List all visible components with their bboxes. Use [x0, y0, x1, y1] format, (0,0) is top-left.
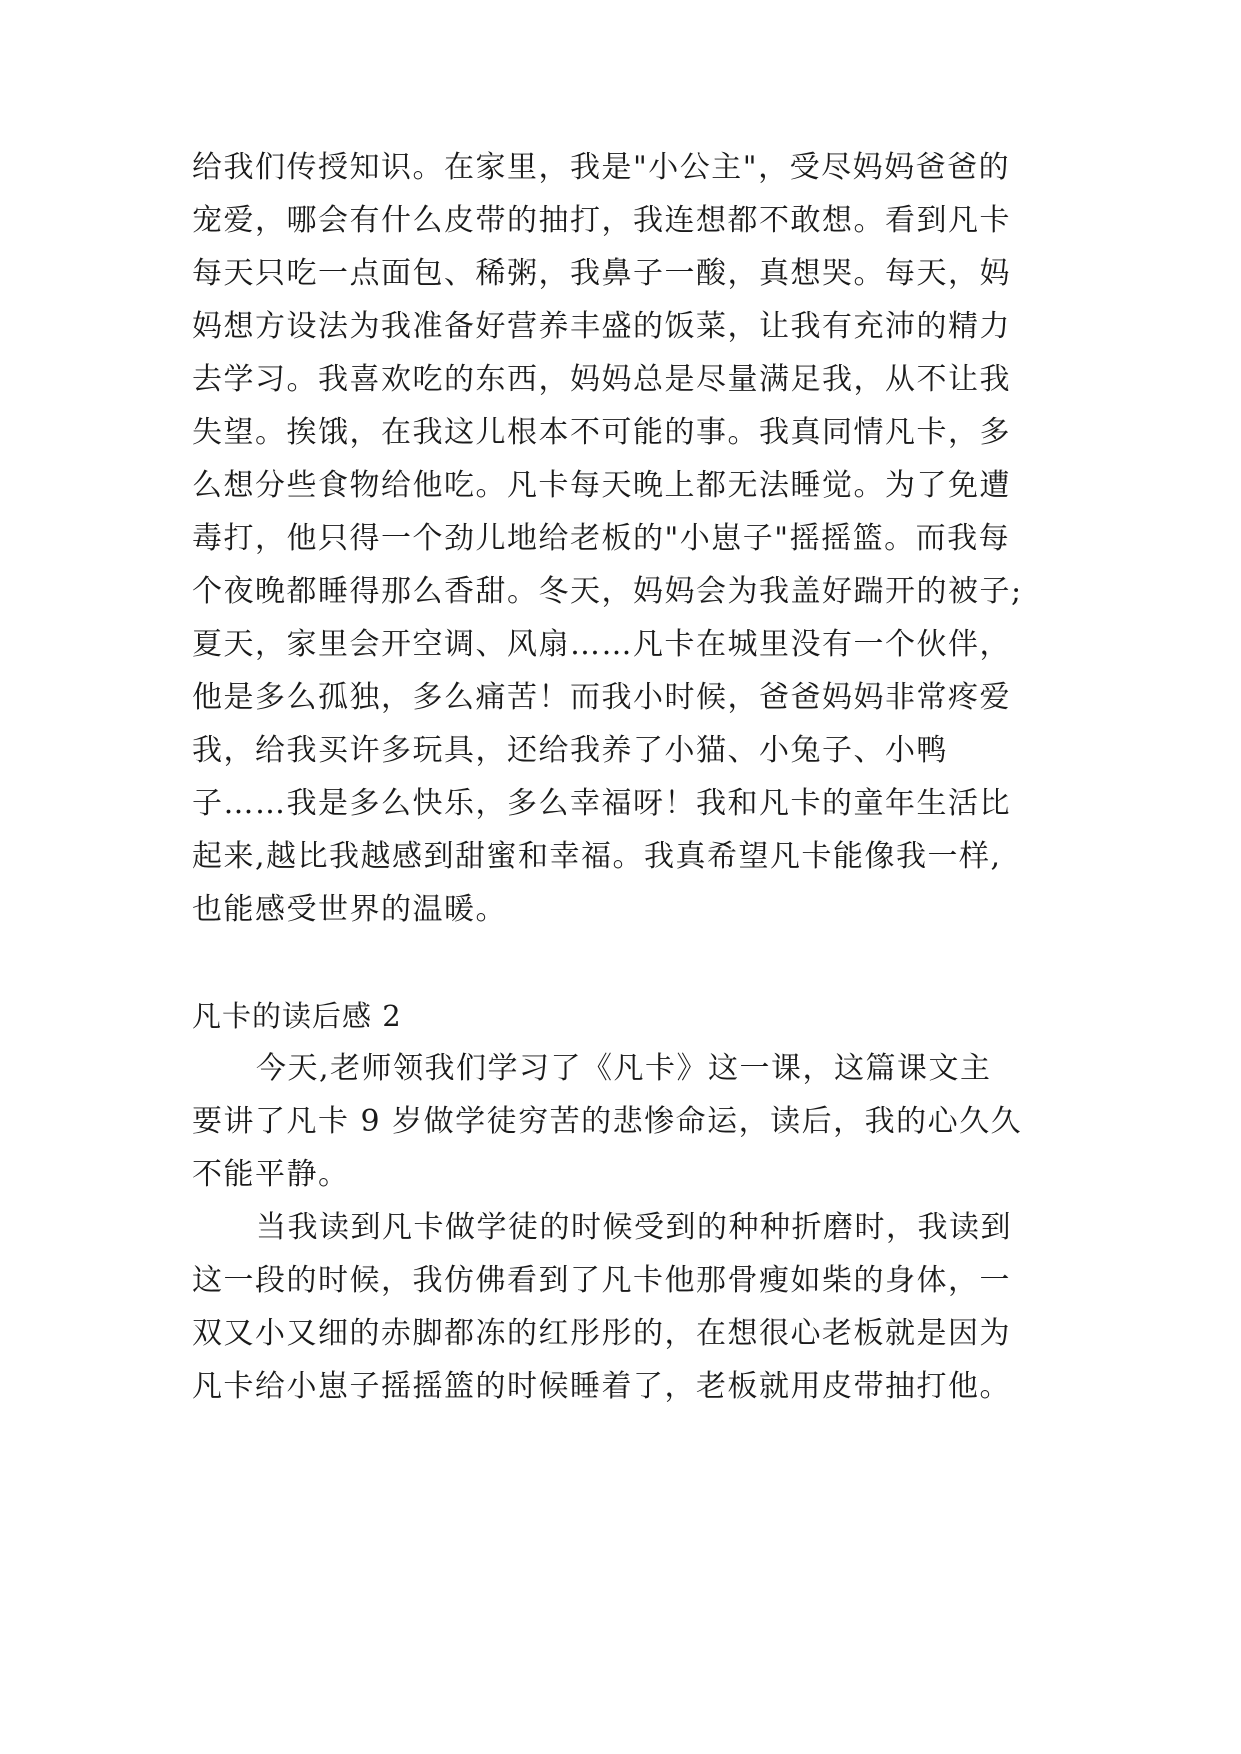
- paragraph3-line-3: 双又小又细的赤脚都冻的红彤彤的，在想很心老板就是因为: [192, 1316, 1011, 1351]
- paragraph1-line-7: 么想分些食物给他吃。凡卡每天晚上都无法睡觉。为了免遭: [192, 468, 1011, 503]
- paragraph1-line-10: 夏天，家里会开空调、风扇……凡卡在城里没有一个伙伴，: [192, 627, 1011, 662]
- paragraph1-line-4: 妈想方设法为我准备好营养丰盛的饭菜，让我有充沛的精力: [192, 309, 1011, 344]
- paragraph1-line-2: 宠爱，哪会有什么皮带的抽打，我连想都不敢想。看到凡卡: [192, 203, 1011, 238]
- section-heading: 凡卡的读后感 2: [192, 999, 402, 1033]
- paragraph1-line-3: 每天只吃一点面包、稀粥，我鼻子一酸，真想哭。每天，妈: [192, 256, 1011, 291]
- paragraph3-line-2: 这一段的时候，我仿佛看到了凡卡他那骨瘦如柴的身体，一: [192, 1263, 1011, 1298]
- paragraph1-line-1: 给我们传授知识。在家里，我是"小公主"，受尽妈妈爸爸的: [192, 150, 1011, 185]
- paragraph3-line-4: 凡卡给小崽子摇摇篮的时候睡着了，老板就用皮带抽打他。: [192, 1369, 1011, 1404]
- paragraph2-line-3: 不能平静。: [192, 1157, 350, 1192]
- paragraph1-line-13: 子……我是多么快乐，多么幸福呀！我和凡卡的童年生活比: [192, 786, 1011, 821]
- paragraph1-line-15: 也能感受世界的温暖。: [192, 892, 507, 927]
- paragraph1-line-8: 毒打，他只得一个劲儿地给老板的"小崽子"摇摇篮。而我每: [192, 521, 1011, 556]
- paragraph1-line-14: 起来,越比我越感到甜蜜和幸福。我真希望凡卡能像我一样,: [192, 839, 1002, 874]
- paragraph1-line-6: 失望。挨饿，在我这儿根本不可能的事。我真同情凡卡，多: [192, 415, 1011, 450]
- paragraph2-line-2: 要讲了凡卡 9 岁做学徒穷苦的悲惨命运，读后，我的心久久: [192, 1104, 1023, 1139]
- paragraph1-line-11: 他是多么孤独，多么痛苦！而我小时候，爸爸妈妈非常疼爱: [192, 680, 1011, 715]
- paragraph1-line-9: 个夜晚都睡得那么香甜。冬天，妈妈会为我盖好踹开的被子;: [192, 574, 1023, 609]
- paragraph1-line-12: 我，给我买许多玩具，还给我养了小猫、小兔子、小鸭: [192, 733, 948, 768]
- paragraph2-line-1: 今天,老师领我们学习了《凡卡》这一课，这篇课文主: [256, 1051, 992, 1086]
- paragraph3-line-1: 当我读到凡卡做学徒的时候受到的种种折磨时，我读到: [256, 1210, 1012, 1245]
- paragraph1-line-5: 去学习。我喜欢吃的东西，妈妈总是尽量满足我，从不让我: [192, 362, 1011, 397]
